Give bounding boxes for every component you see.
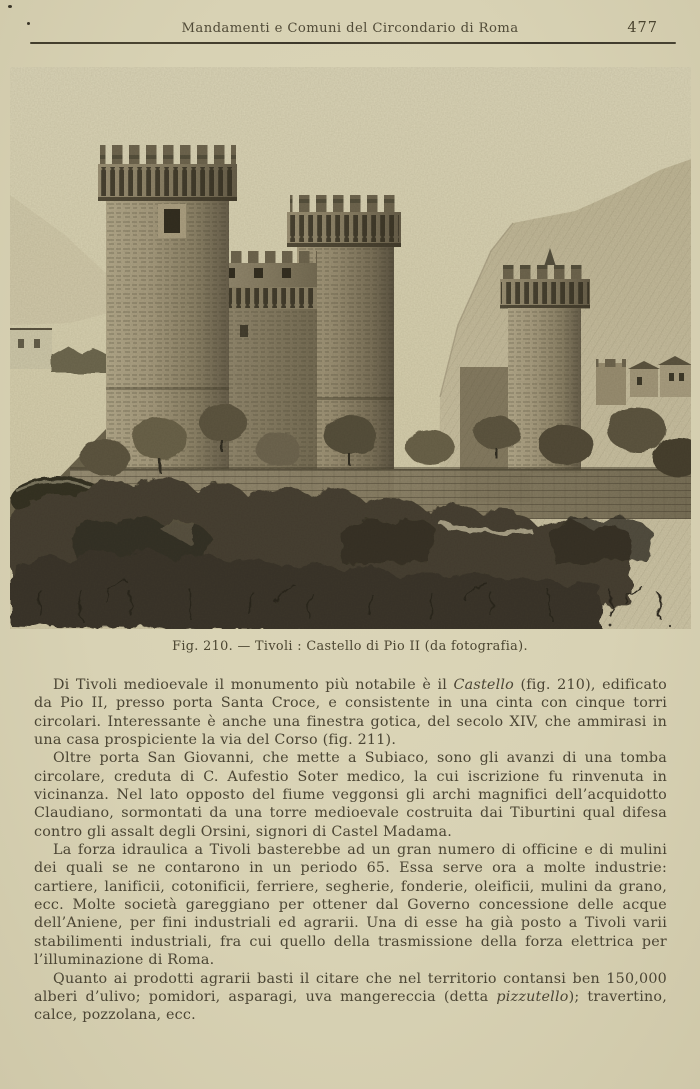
page-number: 477 (627, 20, 658, 36)
text-run: Quanto ai prodotti agrarii basti il citare che nel territorio contansi ben 150,000 alberi d’ulivo; pomidori, asparagi, uva mangereccia (detta (34, 970, 667, 1005)
paragraph (34, 749, 667, 841)
paragraph (34, 970, 667, 1025)
text-run: La forza idraulica a Tivoli basterebbe ad un gran numero di officine e di mulini dei quali se ne contarono in un periodo 65. Essa serve ora a molte industrie: cartiere, lanificii, cotonificii, ferriere, segherie, fonderie, oleificii, mulini da grano, ecc. Molte società gareggiano per ottener dal Governo concessione delle acque dell’Aniene, per fini industriali ed agrarii. Una di esse ha già posto a Tivoli varii stabilimenti industriali, fra cui quello della trasmissione della forza elettrica per l’illuminazione di Roma. (34, 842, 667, 969)
text-run: Oltre porta San Giovanni, che mette a Subiaco, sono gli avanzi di una tomba circolare, creduta di C. Aufestio Soter medico, la cui iscrizione fu rinvenuta in vicinanza. Nel lato opposto del fiume veggonsi gli archi magnifici dell’acquidotto Claudiano, sormontati da una torre medioevale costruita dai Tiburtini qual difesa contro gli assalt degli Orsini, signori di Castel Madama. (34, 750, 667, 840)
running-header-title: Mandamenti e Comuni del Circondario di Roma (181, 21, 519, 36)
italic-term: pizzutello (496, 988, 569, 1005)
text-run: (fig. 210), edificato da Pio II, presso porta Santa Croce, e consistente in una cinta con cinque torri circolari. Interessante è anche una finestra gotica, del secolo XIV, che ammirasi in una casa prospiciente la via del Corso (fig. 211). (34, 677, 667, 749)
italic-term: Castello (453, 677, 515, 693)
header-rule (30, 42, 676, 44)
text-run: ); travertino, calce, pozzolana, ecc. (34, 988, 667, 1024)
body-text (34, 676, 667, 1025)
scan-speck (8, 5, 12, 8)
castle-engraving (10, 67, 691, 629)
paragraph (34, 676, 667, 749)
engraving-grain (10, 67, 691, 629)
paragraph (34, 841, 667, 969)
text-run: Di Tivoli medioevale il monumento più notabile è il (53, 677, 454, 693)
figure-caption: Fig. 210. — Tivoli : Castello di Pio II (da fotografia). (172, 639, 528, 654)
